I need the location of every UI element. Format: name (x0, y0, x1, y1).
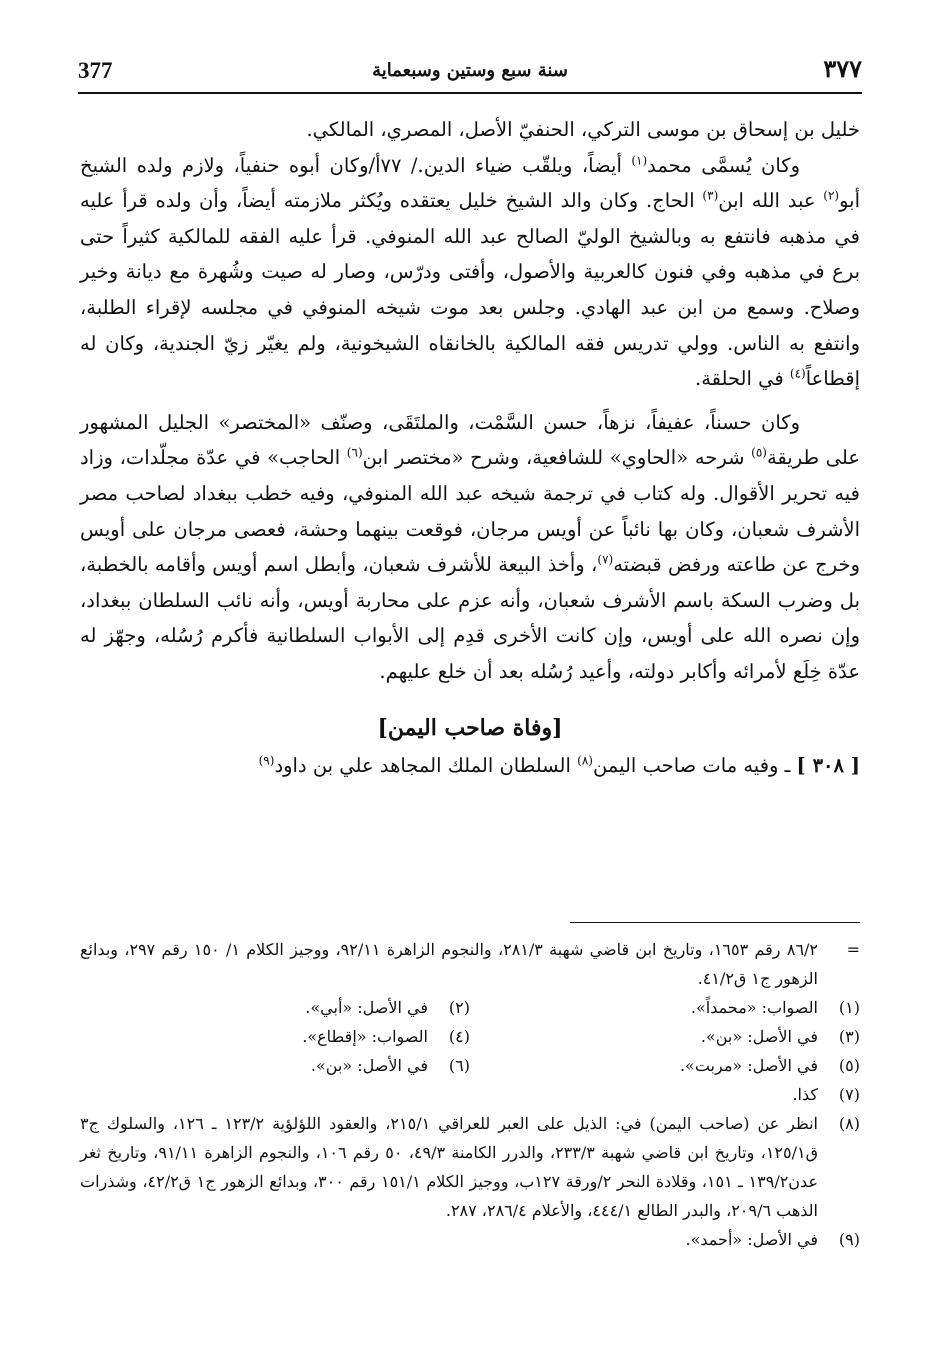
page-number-latin: 377 (78, 58, 113, 83)
footnote-pair-5-6 (80, 1051, 860, 1080)
footnote-ref-6: (٦) (346, 445, 363, 460)
page-number-arabic: ٣٧٧ (823, 54, 862, 83)
footnote-label: = (846, 940, 860, 959)
footnote-7 (80, 1080, 860, 1109)
entry-text-b: السلطان الملك المجاهد علي بن داود (274, 753, 578, 777)
entry-number: [ ٣٠٨ ] (796, 753, 860, 777)
p3-text-d: ، وأخذ البيعة للأشرف شعبان، وأبطل اسم أويس وأقامه بالخطبة، بل وضرب السكة باسم الأشرف شعبان، وأنه عزم على محاربة أويس، وأنه نائب السلطان ببغداد، وإن نصره الله على أويس، وإن كانت الأخرى قدِم إلى الأبواب السلطانية فأكرم رُسُله، وجهّز له عدّة خِلَع لأمرائه وأكابر دولته، وأعيد رُسُله بعد أن خلع عليهم. (80, 553, 860, 683)
paragraph-1: خليل بن إسحاق بن موسى التركي، الحنفيّ الأصل، المصري، المالكي. (306, 118, 860, 141)
footnote-label: (٧) (838, 1085, 860, 1104)
footnote-text: الصواب: «إقطاع». (302, 1027, 428, 1046)
p2-text-a: وكان يُسمَّى محمد (647, 153, 800, 177)
footnote-3 (470, 1022, 860, 1051)
footnote-label: (٥) (838, 1056, 860, 1075)
p2-text-b: أيضاً، ويلقّب ضياء الدين./ ٧٧أ/وكان أبوه حنفياً، ولازم ولده الشيخ أبو (80, 153, 861, 213)
p3-text-a: وكان حسناً، عفيفاً، نزهاً، حسن السَّمْت، والملتَقَى، وصنّف «المختصر» الجليل المشهور على طريقة (80, 410, 860, 470)
section-title: [وفاة صاحب اليمن] (377, 714, 563, 741)
footnote-9 (80, 1225, 860, 1254)
p2-text-c: عبد الله ابن (718, 189, 824, 213)
footnote-pair-1-2 (80, 993, 860, 1022)
p3-text-b: شرحه «الحاوي» للشافعية، وشرح «مختصر ابن (362, 446, 752, 470)
footnote-ref-1: (١) (631, 153, 648, 168)
footnote-text: في الأصل: «بن». (310, 1056, 428, 1075)
footnote-text: في الأصل: «أبي». (305, 998, 428, 1017)
footnote-2 (80, 993, 470, 1022)
footnote-label: (١) (838, 998, 860, 1017)
footnote-label: (٦) (448, 1056, 470, 1075)
entry-308 (80, 748, 860, 784)
footnote-text: كذا. (792, 1085, 818, 1104)
footnote-1 (470, 993, 860, 1022)
page-header (78, 50, 862, 96)
footnote-continuation (80, 935, 860, 993)
footnote-pair-3-4 (80, 1022, 860, 1051)
footnote-label: (٨) (838, 1114, 860, 1133)
footnote-5 (470, 1051, 860, 1080)
footnote-8 (80, 1109, 860, 1225)
p3-text-c: الحاجب» في عدّة مجلّدات، وزاد فيه تحرير الأقوال. وله كتاب في ترجمة شيخه عبد الله المنوفي، وفيه خطب ببغداد لصاحب مصر الأشرف شعبان، وكان بها نائباً عن أويس مرجان، فوقعت بينهما وحشة، فعصى مرجان على أويس وخرج عن طاعته ورفض قبضته (80, 446, 860, 577)
footnote-ref-5: (٥) (751, 445, 767, 460)
footnote-ref-3: (٣) (702, 188, 719, 203)
footnote-label: (٢) (448, 998, 470, 1017)
paragraph-3 (80, 405, 860, 690)
footnote-text: ٨٦/٢ رقم ١٦٥٣، وتاريخ ابن قاضي شهبة ٢٨١/٣، والنجوم الزاهرة ٩٢/١١، ووجيز الكلام ١/ ١٥٠ رقم ٢٩٧، وبدائع الزهور ج١ ق٤١/٢. (80, 940, 819, 988)
p2-text-d: الحاج. وكان والد الشيخ خليل يعتقده ويُكثر ملازمته أيضاً، وأن ولده قرأ عليه في مذهبه فانتفع به وبالشيخ الوليّ الصالح عبد الله المنوفي. قرأ عليه الفقه للمالكية كثيراً حتى برع في مذهبه وفي فنون كالعربية والأصول، وأفتى ودرّس، وصار له صيت وشُهرة مع ديانة وخير وصلاح. وسمع من ابن عبد الهادي. وجلس بعد موت شيخه المنوفي في مجلسه لإقراء الطلبة، وانتفع به الناس. وولي تدريس فقه المالكية بالخانقاه الشيخونية، ولم يغيّر زيّ الجندية، وكان له إقطاعاً (80, 189, 860, 391)
main-text (80, 112, 860, 783)
footnote-6 (80, 1051, 470, 1080)
header-rule (78, 92, 862, 94)
footnote-ref-9: (٩) (258, 753, 275, 767)
footnote-rule (570, 922, 860, 923)
footnote-ref-4: (٤) (789, 366, 806, 381)
footnote-text: الصواب: «محمداً». (690, 998, 818, 1017)
footnote-text: في الأصل: «أحمد». (685, 1230, 818, 1249)
footnote-ref-8: (٨) (577, 753, 593, 767)
footnote-text: في الأصل: «مربت». (679, 1056, 818, 1075)
footnote-label: (٤) (448, 1027, 470, 1046)
entry-text-a: ـ وفيه مات صاحب اليمن (592, 753, 797, 777)
footnote-text: انظر عن (صاحب اليمن) في: الذيل على العبر للعراقي ٢١٥/١، والعقود اللؤلؤية ١٢٣/٢ ـ ١٢٦، والسلوك ج٣ ق١٢٥/١، وتاريخ ابن قاضي شهبة ٢٣٣/٣، والدرر الكامنة ٤٩/٣، ٥٠ رقم ١٠٦، والنجوم الزاهرة ٩١/١١، وتاريخ ثغر عدن١٣٩/٢ ـ ١٥١، وقلادة النحر ٢/ورقة ١٢٧ب، ووجيز الكلام ١٥١/١ رقم ٣٠٠، وبدائع الزهور ج١ ق٤٢/٢، وشذرات الذهب ٢٠٩/٦، والبدر الطالع ٤٤٤/١، والأعلام ٢٨٦/٤، ٢٨٧. (80, 1114, 819, 1220)
running-title: سنة سبع وستين وسبعماية (372, 60, 568, 81)
footnote-4 (80, 1022, 470, 1051)
paragraph-2 (80, 148, 860, 397)
footnote-label: (٣) (838, 1027, 860, 1046)
footnote-label: (٩) (838, 1230, 860, 1249)
footnotes (80, 935, 860, 1254)
footnote-text: في الأصل: «بن». (700, 1027, 818, 1046)
p2-text-e: في الحلقة. (695, 367, 790, 391)
footnote-ref-7: (٧) (597, 552, 614, 567)
footnote-ref-2: (٢) (823, 188, 840, 203)
